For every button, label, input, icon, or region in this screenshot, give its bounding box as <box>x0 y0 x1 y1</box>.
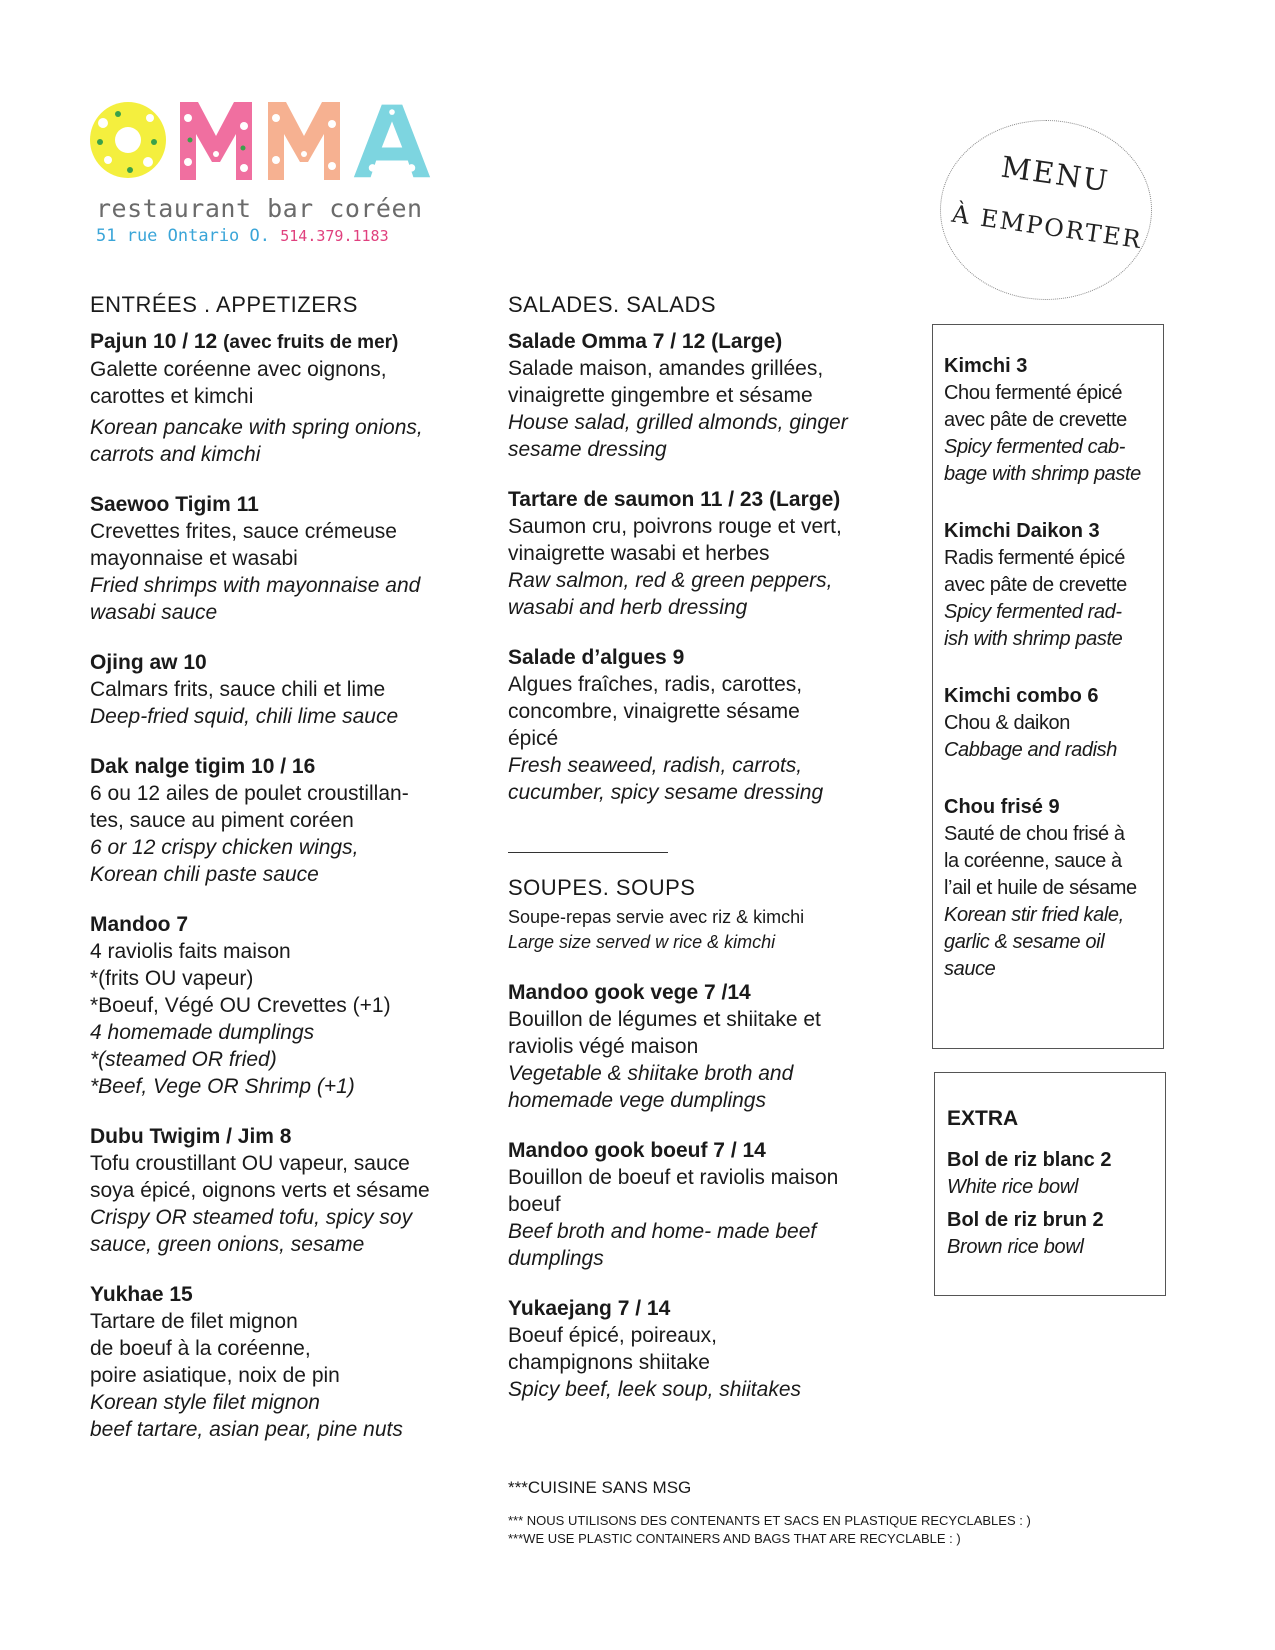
item-name <box>508 486 888 513</box>
salads-list <box>508 328 888 806</box>
svg-text:O: O <box>128 178 129 179</box>
restaurant-address <box>96 226 389 246</box>
item-desc-fr: la coréenne, sauce à <box>944 850 1122 872</box>
item-desc-fr: Calmars frits, sauce chili et lime <box>90 678 386 701</box>
menu-item <box>508 328 888 463</box>
item-name <box>90 1281 470 1308</box>
item-desc-fr: mayonnaise et wasabi <box>90 547 298 570</box>
item-name <box>90 328 470 356</box>
menu-item <box>90 491 470 626</box>
item-desc-en: *(steamed OR fried) <box>90 1048 277 1071</box>
item-name <box>90 649 470 676</box>
item-desc-fr: *(frits OU vapeur) <box>90 967 254 990</box>
item-name-text: Yukaejang 7 / 14 <box>508 1297 671 1320</box>
svg-text:M: M <box>304 178 305 179</box>
logo-letter-m2 <box>264 98 344 182</box>
soup-intro-en: Large size served w rice & kimchi <box>508 932 776 952</box>
takeout-stamp <box>940 120 1152 300</box>
item-name-text: Mandoo 7 <box>90 913 188 936</box>
item-desc-fr: 4 raviolis faits maison <box>90 940 291 963</box>
item-desc-fr: tes, sauce au piment coréen <box>90 809 354 832</box>
item-desc-fr: Bouillon de boeuf et raviolis maison <box>508 1166 839 1189</box>
item-desc-en: wasabi sauce <box>90 601 218 624</box>
recycling-notes <box>508 1512 1031 1548</box>
item-name <box>90 753 470 780</box>
extra-list <box>947 1147 1155 1261</box>
extra-title: EXTRA <box>947 1107 1019 1130</box>
item-desc-en: Korean stir fried kale, <box>944 904 1124 926</box>
msg-note: ***CUISINE SANS MSG <box>508 1478 692 1497</box>
item-desc-fr: *Boeuf, Végé OU Crevettes (+1) <box>90 994 391 1017</box>
menu-item <box>944 683 1153 764</box>
sides-list <box>944 353 1153 983</box>
item-name-text: Kimchi Daikon 3 <box>944 520 1100 542</box>
item-name-text: Chou frisé 9 <box>944 796 1060 818</box>
item-name <box>944 794 1153 821</box>
menu-item <box>90 649 470 730</box>
extra-item <box>947 1147 1155 1201</box>
item-desc-fr: poire asiatique, noix de pin <box>90 1364 340 1387</box>
item-desc-en: Fried shrimps with mayonnaise and <box>90 574 421 597</box>
item-desc-fr: 6 ou 12 ailes de poulet croustillan- <box>90 782 409 805</box>
item-name-text: Dak nalge tigim 10 / 16 <box>90 755 316 778</box>
extra-item-en: White rice bowl <box>947 1176 1079 1198</box>
item-desc-fr: carottes et kimchi <box>90 385 254 408</box>
item-desc-en: sauce <box>944 958 996 980</box>
item-desc-fr: boeuf <box>508 1193 561 1216</box>
item-desc-en: Korean chili paste sauce <box>90 863 319 886</box>
item-name <box>508 979 888 1006</box>
item-desc-en: 6 or 12 crispy chicken wings, <box>90 836 359 859</box>
item-desc-fr: Chou fermenté épicé <box>944 382 1123 404</box>
item-desc-fr: avec pâte de crevette <box>944 574 1127 596</box>
menu-item <box>508 1137 888 1272</box>
item-name-text: Salade d’algues 9 <box>508 646 685 669</box>
item-desc-fr: concombre, vinaigrette sésame <box>508 700 800 723</box>
menu-item <box>90 1123 470 1258</box>
item-desc-fr: Radis fermenté épicé <box>944 547 1125 569</box>
item-name <box>944 353 1153 380</box>
item-desc-en: Spicy fermented cab- <box>944 436 1125 458</box>
salads-soups-section <box>508 292 888 1426</box>
item-desc-fr: Boeuf épicé, poireaux, <box>508 1324 717 1347</box>
item-desc-en: Spicy beef, leek soup, shiitakes <box>508 1378 801 1401</box>
item-desc-en: House salad, grilled almonds, ginger <box>508 411 848 434</box>
item-desc-en: sesame dressing <box>508 438 667 461</box>
menu-item <box>90 911 470 1100</box>
item-name-text: Tartare de saumon 11 / 23 (Large) <box>508 488 841 511</box>
appetizers-list <box>90 328 470 1443</box>
item-desc-fr: Crevettes frites, sauce crémeuse <box>90 520 397 543</box>
item-desc-fr: Algues fraîches, radis, carottes, <box>508 673 803 696</box>
item-desc-en: Crispy OR steamed tofu, spicy soy <box>90 1206 413 1229</box>
item-name-text: Dubu Twigim / Jim 8 <box>90 1125 292 1148</box>
item-desc-en: cucumber, spicy sesame dressing <box>508 781 824 804</box>
item-desc-en: ish with shrimp paste <box>944 628 1123 650</box>
item-name-text: Ojing aw 10 <box>90 651 207 674</box>
stamp-line-2: À EMPORTER <box>949 199 1145 255</box>
item-desc-fr: Sauté de chou frisé à <box>944 823 1125 845</box>
extra-box <box>934 1072 1166 1296</box>
item-desc-en: homemade vege dumplings <box>508 1089 766 1112</box>
omma-logo <box>88 98 468 248</box>
item-desc-fr: Bouillon de légumes et shiitake et <box>508 1008 821 1031</box>
logo-letter-m1 <box>176 98 256 182</box>
item-name-text: Kimchi 3 <box>944 355 1028 377</box>
item-desc-en: wasabi and herb dressing <box>508 596 748 619</box>
item-desc-en: carrots and kimchi <box>90 443 261 466</box>
sides-box <box>932 324 1164 1049</box>
item-name <box>944 518 1153 545</box>
item-desc-fr: Galette coréenne avec oignons, <box>90 358 387 381</box>
item-desc-en: Beef broth and home- made beef <box>508 1220 817 1243</box>
item-name-text: Mandoo gook vege 7 /14 <box>508 981 751 1004</box>
item-name-text: Kimchi combo 6 <box>944 685 1099 707</box>
item-desc-fr: l’ail et huile de sésame <box>944 877 1137 899</box>
logo-letter-a <box>352 98 432 182</box>
appetizers-section <box>90 292 470 1466</box>
item-name-text: Yukhae 15 <box>90 1283 193 1306</box>
section-title: SALADES. SALADS <box>508 292 717 317</box>
item-name <box>508 1137 888 1164</box>
item-desc-en: Cabbage and radish <box>944 739 1117 761</box>
item-desc-en: dumplings <box>508 1247 604 1270</box>
item-desc-en: sauce, green onions, sesame <box>90 1233 365 1256</box>
item-desc-en: garlic & sesame oil <box>944 931 1105 953</box>
menu-item <box>90 328 470 468</box>
menu-item <box>508 644 888 806</box>
svg-text:M: M <box>216 178 217 179</box>
item-desc-en: Fresh seaweed, radish, carrots, <box>508 754 803 777</box>
recycling-note-en: ***WE USE PLASTIC CONTAINERS AND BAGS THAT ARE RECYCLABLE : ) <box>508 1531 961 1546</box>
item-desc-en: bage with shrimp paste <box>944 463 1141 485</box>
logo-subtitle: restaurant bar coréen <box>96 194 423 223</box>
menu-item <box>944 518 1153 653</box>
item-desc-fr: Saumon cru, poivrons rouge et vert, <box>508 515 842 538</box>
menu-item <box>508 1295 888 1403</box>
item-name <box>90 1123 470 1150</box>
item-desc-en: Korean pancake with spring onions, <box>90 416 423 439</box>
item-desc-fr: soya épicé, oignons verts et sésame <box>90 1179 430 1202</box>
extra-item-en: Brown rice bowl <box>947 1236 1084 1258</box>
item-desc-fr: Chou & daikon <box>944 712 1071 734</box>
item-name <box>508 644 888 671</box>
section-divider <box>508 852 668 853</box>
item-desc-fr: raviolis végé maison <box>508 1035 699 1058</box>
item-desc-en: Deep-fried squid, chili lime sauce <box>90 705 399 728</box>
extra-item <box>947 1207 1155 1261</box>
section-title: SOUPES. SOUPS <box>508 875 696 900</box>
item-name-text: Pajun 10 / 12 <box>90 330 218 353</box>
item-name-text: Saewoo Tigim 11 <box>90 493 259 516</box>
extra-item-name: Bol de riz blanc 2 <box>947 1149 1112 1171</box>
item-name <box>508 328 888 355</box>
menu-item <box>944 794 1153 983</box>
item-name <box>508 1295 888 1322</box>
item-desc-en: Vegetable & shiitake broth and <box>508 1062 794 1085</box>
item-desc-en: Korean style filet mignon <box>90 1391 320 1414</box>
item-desc-fr: Tartare de filet mignon <box>90 1310 298 1333</box>
item-name <box>90 491 470 518</box>
item-desc-fr: épicé <box>508 727 559 750</box>
recycling-note-fr: *** NOUS UTILISONS DES CONTENANTS ET SACS EN PLASTIQUE RECYCLABLES : ) <box>508 1513 1031 1528</box>
item-desc-en: beef tartare, asian pear, pine nuts <box>90 1418 403 1441</box>
svg-text:A: A <box>392 175 393 177</box>
item-name-text: Salade Omma 7 / 12 (Large) <box>508 330 783 353</box>
stamp-line-1: MENU <box>999 149 1112 199</box>
menu-item <box>508 486 888 621</box>
item-desc-fr: champignons shiitake <box>508 1351 710 1374</box>
item-desc-en: 4 homemade dumplings <box>90 1021 315 1044</box>
menu-item <box>944 353 1153 488</box>
extra-item-name: Bol de riz brun 2 <box>947 1209 1104 1231</box>
soup-intro-fr: Soupe-repas servie avec riz & kimchi <box>508 907 805 927</box>
item-name-text: Mandoo gook boeuf 7 / 14 <box>508 1139 766 1162</box>
street-address: 51 rue Ontario O. <box>96 226 270 246</box>
item-desc-en: Raw salmon, red & green peppers, <box>508 569 833 592</box>
item-name <box>90 911 470 938</box>
item-desc-fr: avec pâte de crevette <box>944 409 1127 431</box>
soups-list <box>508 979 888 1403</box>
item-desc-en: Spicy fermented rad- <box>944 601 1122 623</box>
soup-intro <box>508 905 888 955</box>
item-desc-fr: de boeuf à la coréenne, <box>90 1337 311 1360</box>
item-desc-fr: Salade maison, amandes grillées, <box>508 357 824 380</box>
item-name-note: (avec fruits de mer) <box>223 332 399 353</box>
item-desc-fr: vinaigrette gingembre et sésame <box>508 384 813 407</box>
menu-item <box>508 979 888 1114</box>
item-desc-en: *Beef, Vege OR Shrimp (+1) <box>90 1075 355 1098</box>
item-name <box>944 683 1153 710</box>
menu-item <box>90 1281 470 1443</box>
menu-item <box>90 753 470 888</box>
item-desc-fr: vinaigrette wasabi et herbes <box>508 542 770 565</box>
phone-number: 514.379.1183 <box>280 227 389 245</box>
logo-letter-o <box>88 98 168 182</box>
item-desc-fr: Tofu croustillant OU vapeur, sauce <box>90 1152 410 1175</box>
section-title: ENTRÉES . APPETIZERS <box>90 292 358 317</box>
